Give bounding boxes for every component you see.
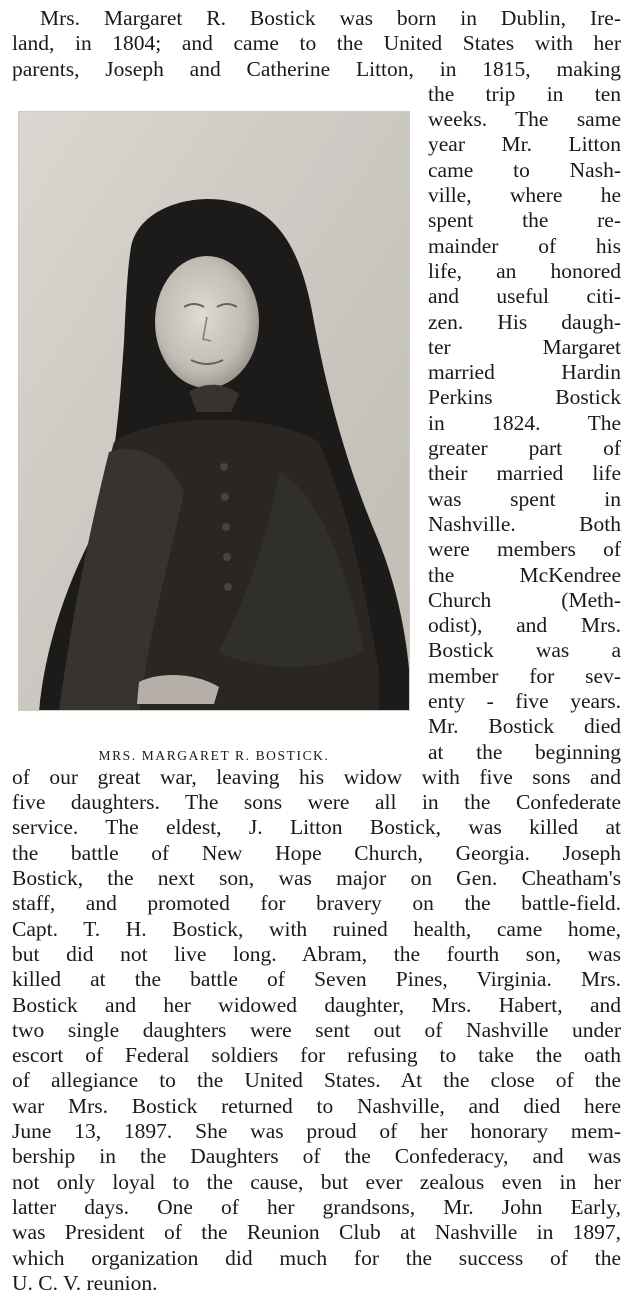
text-line: U. C. V. reunion. bbox=[12, 1270, 158, 1295]
text-line: not only loyal to the cause, but ever zealous even in her bbox=[12, 1169, 621, 1194]
text-line: Mr. Bostick died bbox=[428, 714, 621, 739]
text-line: the McKendree bbox=[428, 562, 621, 587]
text-line: Bostick and her widowed daughter, Mrs. Habert, and bbox=[12, 992, 621, 1017]
text-line: odist), and Mrs. bbox=[428, 613, 621, 638]
text-line: ter Margaret bbox=[428, 334, 621, 359]
text-line: land, in 1804; and came to the United States with her bbox=[12, 31, 621, 56]
text-line: and useful citi- bbox=[428, 284, 621, 309]
text-line: service. The eldest, J. Litton Bostick, was killed at bbox=[12, 815, 621, 840]
text-line: mainder of his bbox=[428, 233, 621, 258]
text-line: enty - five years. bbox=[428, 689, 621, 714]
text-line: Bostick, the next son, was major on Gen. Cheatham's bbox=[12, 866, 621, 891]
text-line: Bostick was a bbox=[428, 638, 621, 663]
text-line: war Mrs. Bostick returned to Nashville, and died here bbox=[12, 1093, 621, 1118]
text-line: member for sev- bbox=[428, 663, 621, 688]
text-line: the battle of New Hope Church, Georgia. Joseph bbox=[12, 840, 621, 865]
text-line: staff, and promoted for bravery on the battle-field. bbox=[12, 891, 621, 916]
side-column-text bbox=[428, 82, 621, 765]
portrait-caption: MRS. MARGARET R. BOSTICK. bbox=[98, 747, 330, 763]
text-line: bership in the Daughters of the Confederacy, and was bbox=[12, 1144, 621, 1169]
wrapped-text-area bbox=[12, 82, 621, 765]
text-line: life, an honored bbox=[428, 258, 621, 283]
text-line: Church (Meth- bbox=[428, 587, 621, 612]
portrait-photo bbox=[18, 111, 410, 711]
text-line: of allegiance to the United States. At the close of the bbox=[12, 1068, 621, 1093]
text-line: the trip in ten bbox=[428, 81, 621, 106]
text-line: was President of the Reunion Club at Nashville in 1897, bbox=[12, 1220, 621, 1245]
text-line: Capt. T. H. Bostick, with ruined health, came home, bbox=[12, 916, 621, 941]
text-line: were members of bbox=[428, 537, 621, 562]
text-line: which organization did much for the success of the bbox=[12, 1245, 621, 1270]
text-line: Perkins Bostick bbox=[428, 385, 621, 410]
text-line: was spent in bbox=[428, 486, 621, 511]
text-line: married Hardin bbox=[428, 360, 621, 385]
text-line: latter days. One of her grandsons, Mr. John Early, bbox=[12, 1194, 621, 1219]
article-page bbox=[12, 6, 621, 1296]
continuation-paragraph bbox=[12, 765, 621, 1296]
text-line: zen. His daugh- bbox=[428, 309, 621, 334]
portrait-figure bbox=[18, 111, 410, 763]
intro-paragraph bbox=[12, 6, 621, 82]
text-line: came to Nash- bbox=[428, 157, 621, 182]
text-line: spent the re- bbox=[428, 208, 621, 233]
text-line: in 1824. The bbox=[428, 410, 621, 435]
text-line: escort of Federal soldiers for refusing to take the oath bbox=[12, 1043, 621, 1068]
text-line: at the beginning bbox=[428, 739, 621, 764]
text-line: June 13, 1897. She was proud of her honorary mem- bbox=[12, 1119, 621, 1144]
text-line: two single daughters were sent out of Nashville under bbox=[12, 1017, 621, 1042]
text-line: but did not live long. Abram, the fourth son, was bbox=[12, 941, 621, 966]
text-line: greater part of bbox=[428, 436, 621, 461]
text-line: year Mr. Litton bbox=[428, 132, 621, 157]
text-line: weeks. The same bbox=[428, 107, 621, 132]
text-line: parents, Joseph and Catherine Litton, in 1815, making bbox=[12, 56, 621, 81]
text-line: Nashville. Both bbox=[428, 511, 621, 536]
text-line: ville, where he bbox=[428, 183, 621, 208]
text-line: their married life bbox=[428, 461, 621, 486]
text-line: Mrs. Margaret R. Bostick was born in Dublin, Ire- bbox=[40, 6, 621, 30]
text-line: of our great war, leaving his widow with five sons and bbox=[12, 764, 621, 789]
text-line: five daughters. The sons were all in the Confederate bbox=[12, 790, 621, 815]
text-line: killed at the battle of Seven Pines, Virginia. Mrs. bbox=[12, 967, 621, 992]
